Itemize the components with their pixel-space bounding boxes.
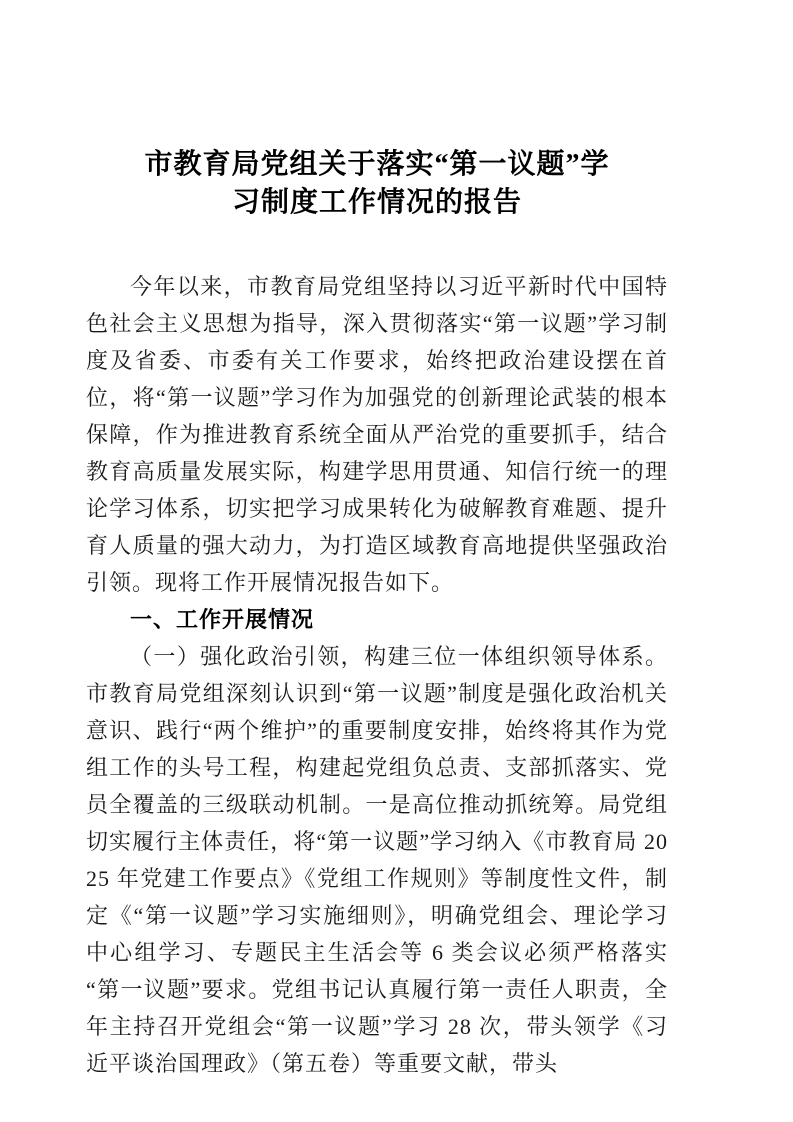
intro-paragraph: 今年以来，市教育局党组坚持以习近平新时代中国特色社会主义思想为指导，深入贯彻落实“第一议题”学习制度及省委、市委有关工作要求，始终把政治建设摆在首位，将“第一议题”学习作为加强党的创新理论武装的根本保障，作为推进教育系统全面从严治党的重要抓手，结合教育高质量发展实际，构建学思用贯通、知信行统一的理论学习体系，切实把学习成果转化为破解教育难题、提升育人质量的强大动力，为打造区域教育高地提供坚强政治引领。现将工作开展情况报告如下。 xyxy=(86,274,668,595)
document-title xyxy=(86,146,668,222)
document-content xyxy=(86,146,668,1082)
section-one-paragraph: （一）强化政治引领，构建三位一体组织领导体系。市教育局党组深刻认识到“第一议题”制度是强化政治机关意识、践行“两个维护”的重要制度安排，始终将其作为党组工作的头号工程，构建起党组负总责、支部抓落实、党员全覆盖的三级联动机制。一是高位推动抓统筹。局党组切实履行主体责任，将“第一议题”学习纳入《市教育局 2025 年党建工作要点》《党组工作规则》等制度性文件，制定《“第一议题”学习实施细则》，明确党组会、理论学习中心组学习、专题民主生活会等 6 类会议必须严格落实“第一议题”要求。党组书记认真履行第一责任人职责，全年主持召开党组会“第一议题”学习 28 次，带头领学《习近平谈治国理政》（第五卷）等重要文献，带头 xyxy=(86,644,668,1076)
section-heading: 一、工作开展情况 xyxy=(130,607,315,632)
title-line-2: 习制度工作情况的报告 xyxy=(231,187,522,218)
title-line-1: 市教育局党组关于落实“第一议题”学 xyxy=(144,149,610,180)
